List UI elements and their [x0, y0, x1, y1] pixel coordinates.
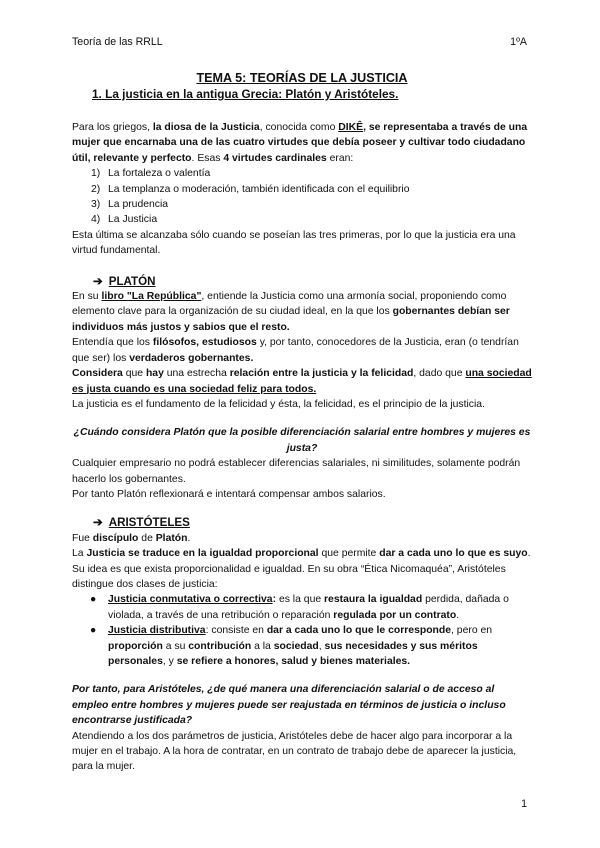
- aristoteles-answer: Atendiendo a los dos parámetros de justicia, Aristóteles debe de hacer algo para incorporar a la mujer en el trabajo. A la hora de contratar, en un contrato de trabajo debe de aparecer la justicia, para la mujer.: [72, 730, 517, 773]
- list-item: 3) La prudencia: [91, 199, 169, 211]
- intro-paragraph: Para los griegos, la diosa de la Justicia, conocida como DIKÊ, se representaba a través de una mujer que encarnaba una de las cuatro virtudes que debía poseer y cultivar todo ciudadano útil, relevante y perfecto. Esas 4 virtudes cardinales eran:: [72, 122, 528, 164]
- virtues-list: [72, 166, 532, 228]
- page-number: 1: [521, 798, 527, 810]
- arrow-icon: ➔: [93, 516, 103, 530]
- list-item: 1) La fortaleza o valentía: [91, 168, 211, 180]
- bullet-icon: ●: [90, 625, 97, 637]
- platon-paragraph-3: Considera que hay una estrecha relación entre la justicia y la felicidad, dado que una sociedad es justa cuando es una sociedad feliz para todos.: [72, 368, 532, 395]
- page-title: TEMA 5: TEORÍAS DE LA JUSTICIA: [196, 71, 408, 85]
- section-heading: [92, 86, 532, 102]
- section-title: La justicia en la antigua Grecia: Platón y Aristóteles.: [105, 87, 399, 101]
- dike-term: DIKÊ: [338, 122, 364, 133]
- aristoteles-question: Por tanto, para Aristóteles, ¿de qué manera una diferenciación salarial o de acceso al empleo entre hombres y mujeres puede ser reajustada en términos de justicia o incluso encontrarse justificada?: [72, 684, 506, 727]
- list-item: 4) La Justicia: [91, 214, 158, 226]
- list-item: ● Justicia conmutativa o correctiva: es la que restaura la igualdad perdida, dañada o violada, a través de una retribución o reparación regulada por un contrato.: [90, 594, 509, 621]
- platon-paragraph-2: Entendía que los filósofos, estudiosos y, por tanto, conocedores de la Justicia, eran (o tendrían que ser) los verdaderos gobernantes.: [72, 337, 519, 364]
- platon-answer-1: Cualquier empresario no podrá establecer diferencias salariales, ni similitudes, solamente podrán hacerlo los gobernantes.: [72, 458, 521, 485]
- aristoteles-heading: ➔ ARISTÓTELES: [93, 516, 190, 530]
- bullet-icon: ●: [90, 594, 97, 606]
- platon-paragraph-4: La justicia es el fundamento de la felicidad y ésta, la felicidad, es el principio de la justicia.: [72, 398, 485, 410]
- header-right: 1ºA: [510, 36, 527, 48]
- header-left: Teoría de las RRLL: [72, 36, 163, 48]
- justice-types-list: [72, 592, 532, 669]
- platon-answer-2: Por tanto Platón reflexionará e intentará compensar ambos salarios.: [72, 488, 386, 500]
- list-item: 2) La templanza o moderación, también identificada con el equilibrio: [91, 183, 410, 195]
- platon-question: ¿Cuándo considera Platón que la posible diferenciación salarial entre hombres y mujeres es justa?: [73, 427, 531, 454]
- aristoteles-paragraph-1: Fue discípulo de Platón.: [72, 532, 191, 544]
- document-body: [72, 70, 532, 775]
- arrow-icon: ➔: [93, 274, 103, 288]
- list-item: ● Justicia distributiva: consiste en dar a cada uno lo que le corresponde, pero en proporción a su contribución a la sociedad, sus necesidades y sus méritos personales, y se refiere a honores, salud y bienes materiales.: [90, 625, 493, 667]
- aristoteles-paragraph-2: La Justicia se traduce en la igualdad proporcional que permite dar a cada uno lo que es suyo. Su idea es que exista proporcionalidad e igualdad. En su obra “Ética Nicomaquéa”, Aristóteles distingue dos clases de justicia:: [72, 548, 531, 590]
- virtues-conclusion: Esta última se alcanzaba sólo cuando se poseían las tres primeras, por lo que la justicia era una virtud fundamental.: [72, 229, 516, 257]
- platon-paragraph-1: En su libro "La República", entiende la Justicia como una armonía social, proponiendo como elemento clave para la organización de su ciudad ideal, en la que los gobernantes debían ser individuos más justos y sabios que el resto.: [72, 291, 510, 333]
- section-number: 1.: [92, 87, 102, 101]
- platon-heading: ➔ PLATÓN: [93, 274, 156, 288]
